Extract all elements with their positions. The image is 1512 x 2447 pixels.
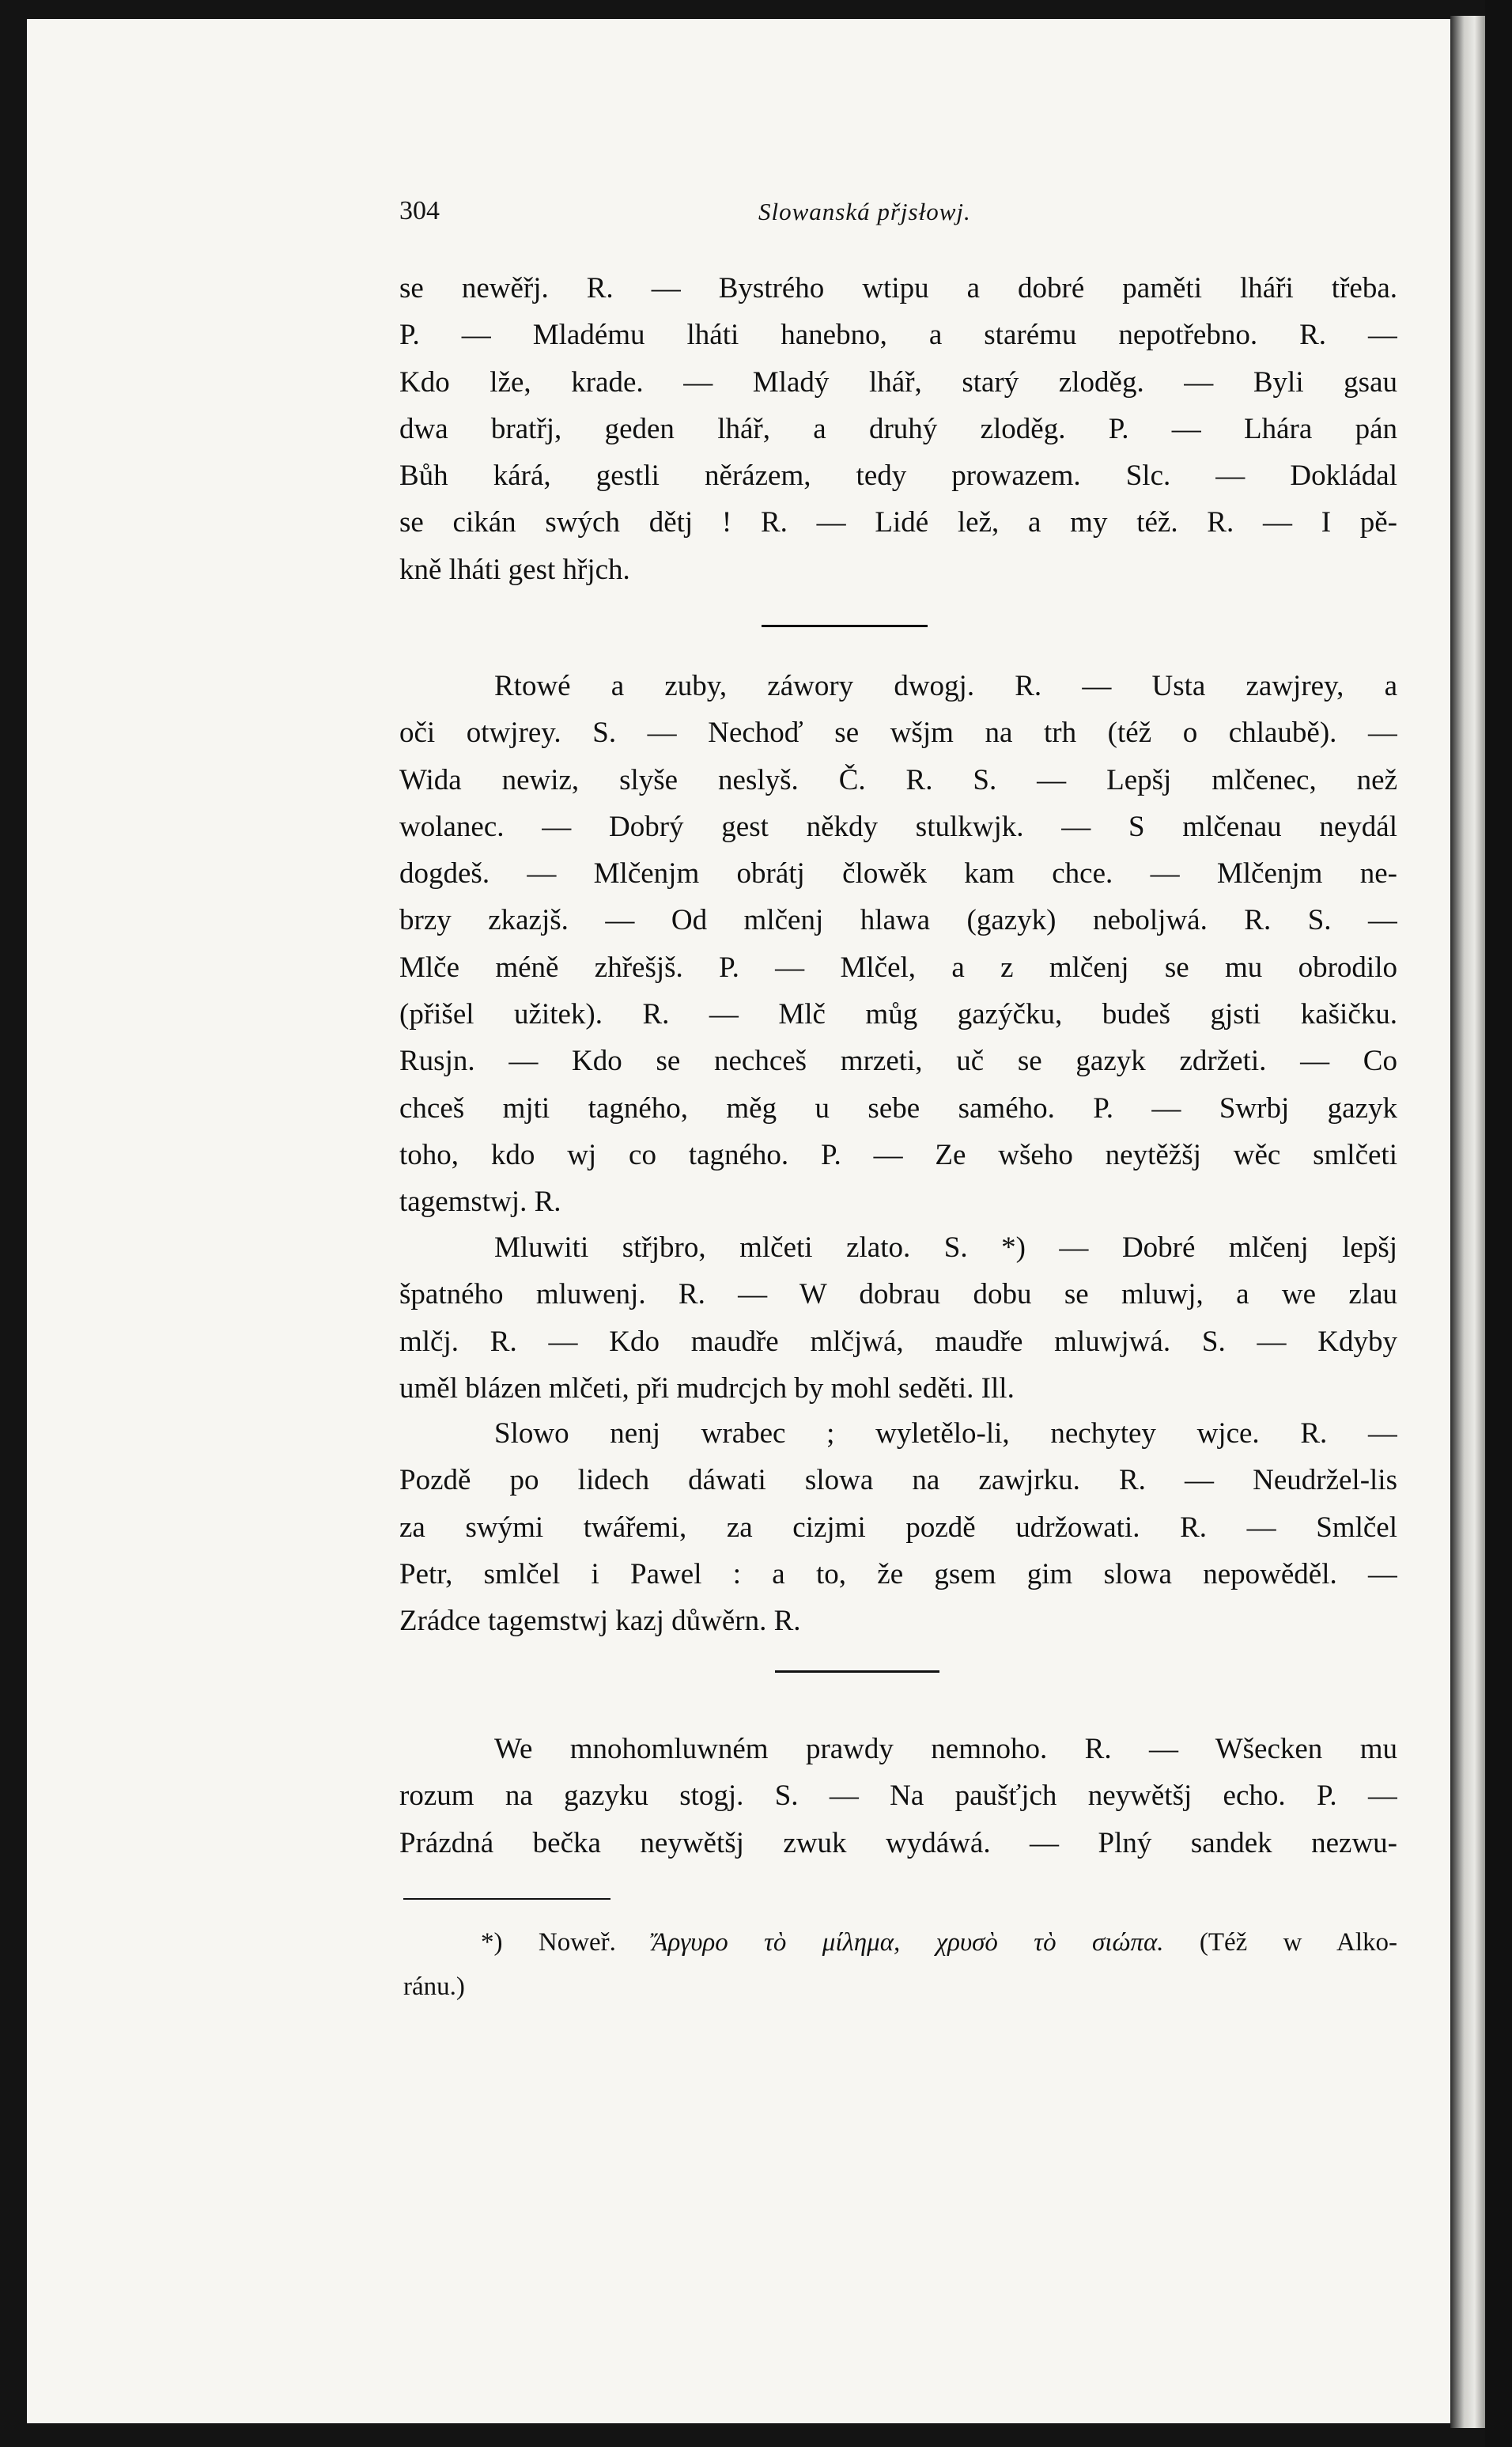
text-line: Prázdná bečka neywětšj zwuk wydáwá. — Plný sandek nezwu- bbox=[399, 1826, 1397, 1859]
text-line: (přišel užitek). R. — Mlč můg gazýčku, budeš gjsti kašičku. bbox=[399, 998, 1397, 1031]
text-line: Rusjn. — Kdo se nechceš mrzeti, uč se gazyk zdržeti. — Co bbox=[399, 1045, 1397, 1078]
footnote-greek-proverb: Ἄργυρο τὸ μίλημα, χρυσὸ τὸ σιώπα. bbox=[652, 1928, 1164, 1957]
text-line: špatného mluwenj. R. — W dobrau dobu se mluwj, a we zlau bbox=[399, 1278, 1397, 1311]
text-line: chceš mjti tagného, měg u sebe samého. P. — Swrbj gazyk bbox=[399, 1091, 1397, 1125]
text-line: Mluwiti střjbro, mlčeti zlato. S. *) — Dobré mlčenj lepšj bbox=[494, 1231, 1397, 1264]
page-header bbox=[399, 196, 1397, 228]
paragraph-word-sparrow bbox=[399, 1410, 1397, 1644]
footnote-line: ránu.) bbox=[403, 1972, 465, 2001]
text-line: dogdeš. — Mlčenjm obrátj člowěk kam chce. — Mlčenjm ne- bbox=[399, 857, 1397, 891]
section-divider bbox=[775, 1670, 939, 1673]
text-line: oči otwjrey. S. — Nechoď se wšjm na trh (též o chlaubě). — bbox=[399, 717, 1397, 750]
text-line: za swými twářemi, za cizjmi pozdě udržowati. R. — Smlčel bbox=[399, 1511, 1397, 1544]
paragraph-liars bbox=[399, 265, 1397, 593]
text-line: Slowo nenj wrabec ; wyletělo-li, nechytey wjce. R. — bbox=[494, 1417, 1397, 1450]
text-line: Kdo lže, krade. — Mladý lhář, starý zloděg. — Byli gsau bbox=[399, 365, 1397, 399]
page-number: 304 bbox=[399, 196, 440, 225]
text-line: Wida newiz, slyše neslyš. Č. R. S. — Lepšj mlčenec, než bbox=[399, 763, 1397, 796]
footnote-prefix: Noweř. bbox=[538, 1928, 616, 1957]
running-title: Slowanská přjsłowj. bbox=[758, 198, 971, 225]
text-line: Petr, smlčel i Pawel : a to, že gsem gim slowa nepowěděl. — bbox=[399, 1557, 1397, 1590]
text-line: uměl blázen mlčeti, při mudrcjch by mohl seděti. Ill. bbox=[399, 1371, 1015, 1405]
footnote-rule bbox=[403, 1898, 610, 1900]
paragraph-silence bbox=[399, 663, 1397, 1226]
text-line: dwa bratřj, geden lhář, a druhý zloděg. P. — Lhára pán bbox=[399, 412, 1397, 445]
text-line: se newěřj. R. — Bystrého wtipu a dobré paměti lháři třeba. bbox=[399, 272, 1397, 304]
footnote-line bbox=[403, 1920, 1397, 1965]
text-line: toho, kdo wj co tagného. P. — Ze wšeho neytěžšj wěc smlčeti bbox=[399, 1138, 1397, 1171]
text-line: Pozdě po lidech dáwati slowa na zawjrku. R. — Neudržel-lis bbox=[399, 1464, 1397, 1497]
text-line: kně lháti gest hřjch. bbox=[399, 553, 630, 586]
text-line: P. — Mladému lháti hanebno, a starému nepotřebno. R. — bbox=[399, 319, 1397, 352]
text-line: We mnohomluwném prawdy nemnoho. R. — Wšecken mu bbox=[494, 1733, 1397, 1765]
text-line: wolanec. — Dobrý gest někdy stulkwjk. — S mlčenau neydál bbox=[399, 810, 1397, 843]
paragraph-silver-gold bbox=[399, 1224, 1397, 1412]
text-line: Mlče méně zhřešjš. P. — Mlčel, a z mlčenj se mu obrodilo bbox=[399, 951, 1397, 984]
text-line: tagemstwj. R. bbox=[399, 1186, 561, 1219]
text-line: brzy zkazjš. — Od mlčenj hlawa (gazyk) neboljwá. R. S. — bbox=[399, 904, 1397, 937]
text-line: rozum na gazyku stogj. S. — Na paušťjch neywětšj echo. P. — bbox=[399, 1779, 1397, 1813]
text-line: se cikán swých dětj ! R. — Lidé lež, a my též. R. — I pě- bbox=[399, 506, 1397, 539]
section-divider bbox=[762, 625, 928, 627]
scan-border bbox=[1485, 0, 1512, 2447]
footnote-marker: *) bbox=[481, 1928, 503, 1957]
text-line: Zrádce tagemstwj kazj důwěrn. R. bbox=[399, 1605, 801, 1638]
paragraph-talkative bbox=[399, 1726, 1397, 1866]
page-edge bbox=[1450, 16, 1485, 2428]
text-line: mlčj. R. — Kdo maudře mlčjwá, maudře mluwjwá. S. — Kdyby bbox=[399, 1325, 1397, 1358]
text-line: Rtowé a zuby, záwory dwogj. R. — Usta zawjrey, a bbox=[494, 670, 1397, 702]
text-line: Bůh kárá, gestli něrázem, tedy prowazem. Slc. — Dokládal bbox=[399, 460, 1397, 493]
footnote bbox=[403, 1920, 1397, 2009]
footnote-suffix: (Též w Alko- bbox=[1199, 1928, 1397, 1957]
